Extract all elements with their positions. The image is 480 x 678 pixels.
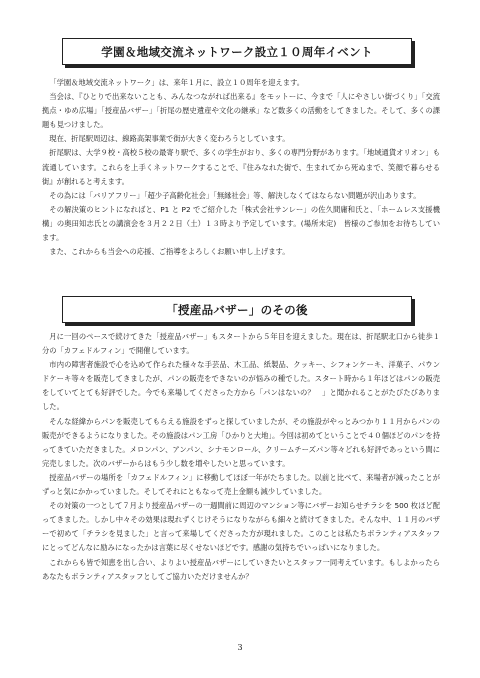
section-body-anniversary-event xyxy=(42,76,440,259)
page-number: 3 xyxy=(237,643,243,652)
section-title-anniversary-event: 学園＆地域交流ネットワーク設立１０周年イベント xyxy=(62,38,412,65)
paragraph: 市内の障害者施設で心を込めて作られた様々な手芸品、木工品、紙製品、クッキー、シフォンケーキ、洋菓子、パウンドケーキ等々を販売してきましたが、パンの販売をできないのが悩みの種でした。スタート時から１年ほどはパンの販売をしていてとても好評でした。今でも来場してくださった方から「パンはないの？ 」と聞かれることがたびたびありました。 xyxy=(42,360,440,412)
section-body-bazaar xyxy=(42,330,440,584)
paragraph: これからも皆で知恵を出し合い、よりよい授産品バザーにしていきたいとスタッフ一同考えています。もしよかったらあなたもボランティアスタッフとしてご協力いただけませんか？ xyxy=(42,557,440,581)
paragraph: その為には「バリアフリー」「超少子高齢化社会」「無縁社会」等、解決しなくてはならない問題が沢山あります。 xyxy=(49,190,421,200)
paragraph: 折尾駅は、大学９校・高校５校の最寄り駅で、多くの学生がおり、多くの専門分野があります。「地域通貨オリオン」も流通しています。これらを上手くネットワークすることで、『住みなれた街で、生まれてから死ぬまで、笑顔で暮らせる街』が創れると考えます。 xyxy=(42,148,440,186)
paragraph: その対策の一つとして７月より授産品バザーの一週間前に周辺のマンション等にバザーお知らせチラシを 500 枚ほど配ってきました。しかし中々その効果は現れずくじけそうになりながらも細々と続けてきました。そんな中、１１月のバザーで初めて「チラシを見ました」と言って来場してくださった方が現れました。このことは私たちボランティアスタッフにとってどんなに励みになったかは言葉に尽くせないほどです。感謝の気持ちでいっぱいになりました。 xyxy=(42,501,440,553)
paragraph: 「学園＆地域交流ネットワーク」は、来年１月に、設立１０周年を迎えます。 xyxy=(49,78,305,87)
paragraph: そんな経緯からパンを販売してもらえる施設をずっと探していましたが、その施設がやっとみつかり１１月からパンの販売ができるようになりました。その施設はパン工房「ひかりと大地」。今回は初めてということで４０個ほどのパンを持ってきていただきました。メロンパン、アンパン、シナモンロール、クリームチーズパン等々どれも好評であっという間に完売しました。次のバザーからはもう少し数を増やしたいと思っています。 xyxy=(42,416,440,468)
paragraph: 授産品バザーの場所を「カフェドルフィン」に移動してほぼ一年がたちました。以前と比べて、来場者が減ったことがずっと気にかかっていました。そしてそれにともなって売上金額も減少していました。 xyxy=(42,472,440,497)
paragraph: 月に一回のペースで続けてきた「授産品バザー」もスタートから５年目を迎えました。現在は、折尾駅北口から徒歩１分の「カフェドルフィン」で開催しています。 xyxy=(42,332,440,356)
paragraph: 現在、折尾駅周辺は、線路高架事業で街が大きく変わろうとしています。 xyxy=(49,134,290,144)
section-title-bazaar: 「授産品バザー」のその後 xyxy=(62,296,412,323)
paragraph: その解決策のヒントになればと、P1 と P2 でご紹介した「株式会社サンレー」の佐久間庸和氏と、「ホームレス支援機構」の奥田知志氏との講演会を３月２２日（土）１３時より予定しています。(場所未定) 皆様のご参加をお待ちしています。 xyxy=(42,204,440,243)
paragraph: また、これからも当会への応援、ご指導をよろしくお願い申し上げます。 xyxy=(49,247,290,257)
paragraph: 当会は、『ひとりで出来ないことも、みんなつながれば出来る』をモットーに、今まで「人にやさしい街づくり」「交流拠点・ゆめ広場」「授産品バザー」「折尾の歴史遺産や文化の継承」など数多くの活動をしてきました。そして、多くの課題も見つけました。 xyxy=(42,92,440,130)
